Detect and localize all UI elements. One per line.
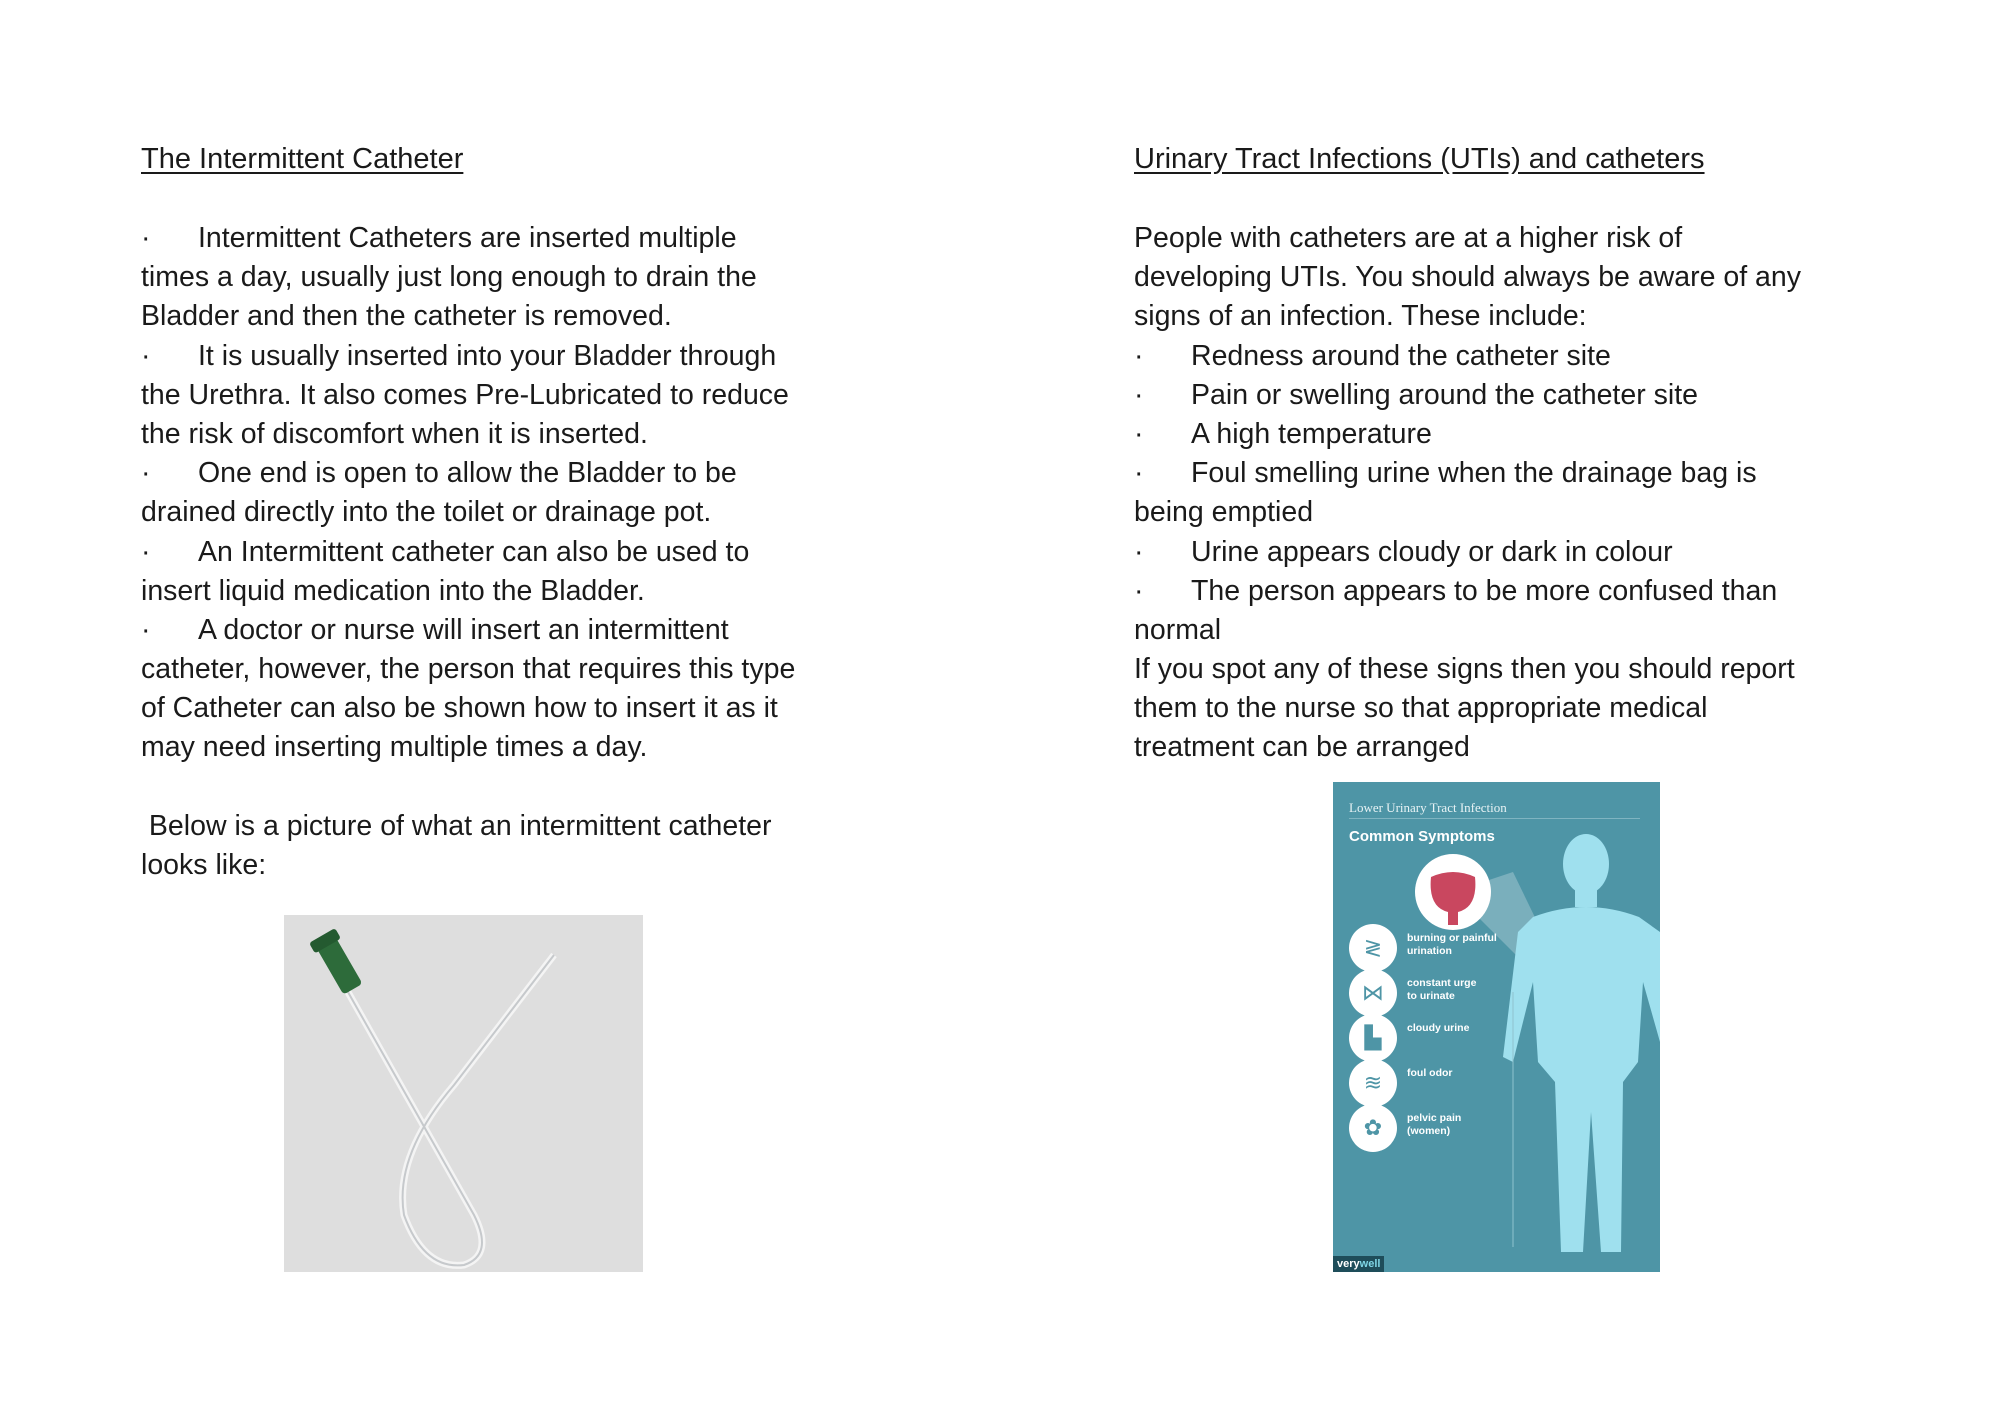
line-text: Pain or swelling around the catheter site [1191, 378, 1698, 411]
text-line [141, 807, 921, 846]
text-line [141, 258, 921, 297]
line-text: Urine appears cloudy or dark in colour [1191, 535, 1673, 568]
right-column [1134, 140, 1914, 768]
text-line [141, 533, 921, 572]
line-text: being emptied [1134, 496, 1314, 529]
text-line [141, 337, 921, 376]
symptom-label: foul odor [1407, 1067, 1453, 1079]
right-body-text [1134, 219, 1914, 768]
line-text: It is usually inserted into your Bladder through [198, 339, 777, 372]
text-line [141, 376, 921, 415]
line-text: A high temperature [1191, 417, 1432, 450]
line-text: may need inserting multiple times a day. [141, 731, 648, 764]
text-line [141, 297, 921, 336]
toilet-icon: ▙ [1349, 1014, 1397, 1062]
bullet-icon: · [141, 222, 151, 254]
line-text: the risk of discomfort when it is inserted. [141, 417, 648, 450]
line-text: Bladder and then the catheter is removed. [141, 300, 672, 333]
section-title: Urinary Tract Infections (UTIs) and catheters [1134, 143, 1705, 175]
bullet-icon: · [1134, 574, 1144, 607]
line-text: A doctor or nurse will insert an intermittent [198, 613, 729, 646]
text-line [1134, 297, 1914, 336]
text-line [141, 728, 921, 767]
symptom-label: burning or painful urination [1407, 932, 1497, 957]
text-line [1134, 611, 1914, 650]
text-line [1134, 728, 1914, 767]
line-text: If you spot any of these signs then you should report [1134, 653, 1795, 686]
line-text: Below is a picture of what an intermittent catheter [141, 809, 772, 842]
line-text: developing UTIs. You should always be aware of any [1134, 261, 1802, 294]
text-line [141, 415, 921, 454]
zigzag-icon: ≷ [1349, 924, 1397, 972]
line-text: drained directly into the toilet or drainage pot. [141, 496, 712, 529]
line-text: treatment can be arranged [1134, 731, 1470, 764]
line-text: normal [1134, 613, 1222, 646]
bullet-icon: · [141, 613, 151, 646]
text-line [141, 846, 921, 885]
text-line [141, 689, 921, 728]
line-text: catheter, however, the person that requires this type [141, 653, 796, 686]
text-line [1134, 337, 1914, 376]
line-text: signs of an infection. These include: [1134, 300, 1587, 333]
bullet-icon: · [141, 339, 151, 372]
text-line [1134, 533, 1914, 572]
text-line [141, 454, 921, 493]
text-line [141, 493, 921, 532]
line-text: The person appears to be more confused than [1191, 574, 1778, 607]
symptom-item [1349, 1014, 1589, 1064]
line-text: People with catheters are at a higher risk of [1134, 222, 1683, 254]
bullet-icon: · [141, 457, 151, 490]
text-line [1134, 376, 1914, 415]
infographic-subheading: Common Symptoms [1349, 828, 1495, 845]
line-text: times a day, usually just long enough to drain the [141, 261, 757, 294]
bullet-icon: · [1134, 535, 1144, 568]
symptom-item [1349, 969, 1589, 1019]
text-line [1134, 572, 1914, 611]
text-line [141, 572, 921, 611]
text-line [1134, 258, 1914, 297]
divider [1349, 818, 1640, 819]
left-column [141, 140, 921, 885]
bullet-icon: · [1134, 378, 1144, 411]
line-text: One end is open to allow the Bladder to be [198, 457, 737, 490]
bullet-icon: · [1134, 417, 1144, 450]
symptom-item [1349, 924, 1589, 974]
catheter-photo [284, 915, 643, 1272]
text-line [141, 611, 921, 650]
line-text: the Urethra. It also comes Pre-Lubricated to reduce [141, 378, 789, 411]
text-line [1134, 650, 1914, 689]
text-line [141, 768, 921, 807]
text-line [141, 650, 921, 689]
line-text: of Catheter can also be shown how to insert it as it [141, 692, 778, 725]
line-text: insert liquid medication into the Bladder. [141, 574, 645, 607]
line-text: An Intermittent catheter can also be used to [198, 535, 750, 568]
infographic-heading: Lower Urinary Tract Infection [1349, 800, 1507, 815]
bullet-icon: · [1134, 457, 1144, 490]
verywell-logo: verywell [1333, 1256, 1384, 1272]
bullet-icon: · [1134, 339, 1144, 372]
symptom-item [1349, 1104, 1589, 1154]
symptom-item [1349, 1059, 1589, 1109]
odor-icon: ≋ [1349, 1059, 1397, 1107]
line-text: them to the nurse so that appropriate medical [1134, 692, 1708, 725]
text-line [1134, 689, 1914, 728]
bullet-icon: · [141, 535, 151, 568]
text-line [1134, 454, 1914, 493]
line-text: Foul smelling urine when the drainage bag is [1191, 457, 1757, 490]
symptom-label: pelvic pain (women) [1407, 1112, 1462, 1137]
symptom-label: constant urge to urinate [1407, 977, 1477, 1002]
text-line [1134, 219, 1914, 258]
pelvis-icon: ✿ [1349, 1104, 1397, 1152]
line-text: Intermittent Catheters are inserted multiple [198, 222, 737, 254]
section-title: The Intermittent Catheter [141, 143, 464, 175]
text-line [1134, 493, 1914, 532]
symptom-label: cloudy urine [1407, 1022, 1470, 1034]
text-line [141, 219, 921, 258]
left-body-text [141, 219, 921, 885]
line-text: looks like: [141, 849, 267, 881]
line-text: Redness around the catheter site [1191, 339, 1611, 372]
legs-crossed-icon: ⋈ [1349, 969, 1397, 1017]
text-line [1134, 415, 1914, 454]
uti-symptoms-infographic [1333, 782, 1660, 1272]
